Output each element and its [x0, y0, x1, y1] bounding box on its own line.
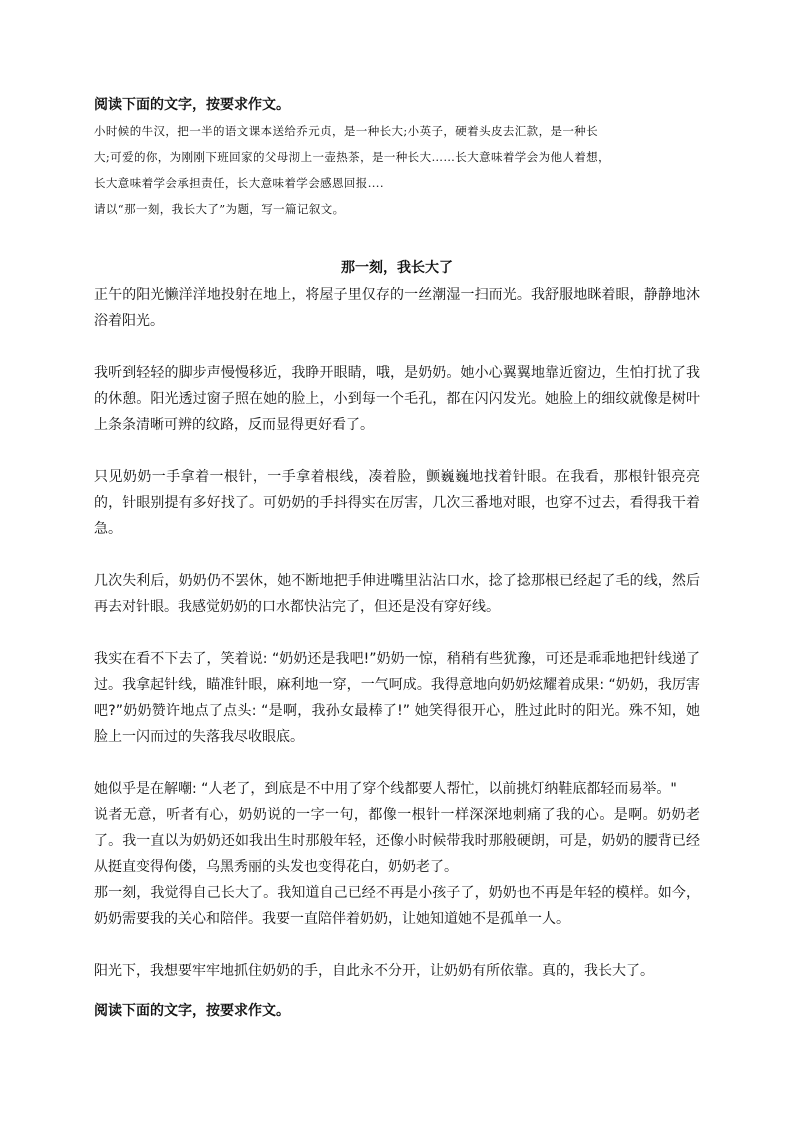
essay-paragraph: 几次失利后，奶奶仍不罢休，她不断地把手伸进嘴里沾沾口水，捻了捻那根已经起了毛的线，然后再去对针眼。我感觉奶奶的口水都快沾完了，但还是没有穿好线。	[94, 573, 700, 615]
essay-paragraph: 说者无意，听者有心，奶奶说的一字一句，都像一根针一样深深地刺痛了我的心。是啊。奶奶老了。我一直以为奶奶还如我出生时那般年轻，还像小时候带我时那般硬朗，可是，奶奶的腰背已经从挺直变得佝偻，乌黑秀丽的头发也变得花白，奶奶老了。	[94, 807, 700, 875]
task-prompt	[94, 118, 700, 222]
essay-paragraph: 我实在看不下去了，笑着说: “奶奶还是我吧!”奶奶一惊，稍稍有些犹豫，可还是乖乖地把针线递了过。我拿起针线，瞄准针眼，麻利地一穿，一气呵成。我得意地向奶奶炫耀着成果: “奶奶，我厉害吧?”奶奶赞许地点了点头: “是啊，我孙女最棒了!” 她笑得很开心，胜过此时的阳光。殊不知，她脸上一闪而过的失落我尽收眼底。	[94, 651, 700, 745]
essay-paragraph: 她似乎是在解嘲: “人老了，到底是不中用了穿个线都要人帮忙，以前挑灯纳鞋底都轻而易举。"	[94, 781, 677, 797]
essay-body	[94, 282, 700, 984]
prompt-line: 小时候的牛汉，把一半的语文课本送给乔元贞，是一种长大;小英子，硬着头皮去汇款，是一种长	[94, 124, 599, 138]
footer-heading: 阅读下面的文字，按要求作文。	[94, 1003, 290, 1019]
prompt-line: 大;可爱的你，为刚刚下班回家的父母沏上一壶热茶，是一种长大……长大意味着学会为他人着想，	[94, 150, 610, 164]
essay-paragraph: 只见奶奶一手拿着一根针，一手拿着根线，凑着脸，颤巍巍地找着针眼。在我看，那根针银亮亮的，针眼别提有多好找了。可奶奶的手抖得实在厉害，几次三番地对眼，也穿不过去，看得我干着急。	[94, 469, 700, 537]
essay-title: 那一刻，我长大了	[341, 260, 453, 276]
task-heading: 阅读下面的文字，按要求作文。	[94, 97, 290, 113]
essay-paragraph: 我听到轻轻的脚步声慢慢移近，我睁开眼睛，哦，是奶奶。她小心翼翼地靠近窗边，生怕打扰了我的休憩。阳光透过窗子照在她的脸上，小到每一个毛孔，都在闪闪发光。她脸上的细纹就像是树叶上条条清晰可辨的纹路，反而显得更好看了。	[94, 365, 700, 433]
prompt-line: 长大意味着学会承担责任，长大意味着学会感恩回报....	[94, 176, 384, 190]
essay-paragraph: 那一刻，我觉得自己长大了。我知道自己已经不再是小孩子了，奶奶也不再是年轻的模样。如今，奶奶需要我的关心和陪伴。我要一直陪伴着奶奶，让她知道她不是孤单一人。	[94, 885, 700, 927]
essay-paragraph: 阳光下，我想要牢牢地抓住奶奶的手，自此永不分开，让奶奶有所依靠。真的，我长大了。	[94, 963, 654, 979]
prompt-line: 请以“那一刻，我长大了”为题，写一篇记叙文。	[94, 202, 345, 216]
essay-paragraph: 正午的阳光懒洋洋地投射在地上，将屋子里仅存的一丝潮湿一扫而光。我舒服地眯着眼，静静地沐浴着阳光。	[94, 287, 700, 329]
